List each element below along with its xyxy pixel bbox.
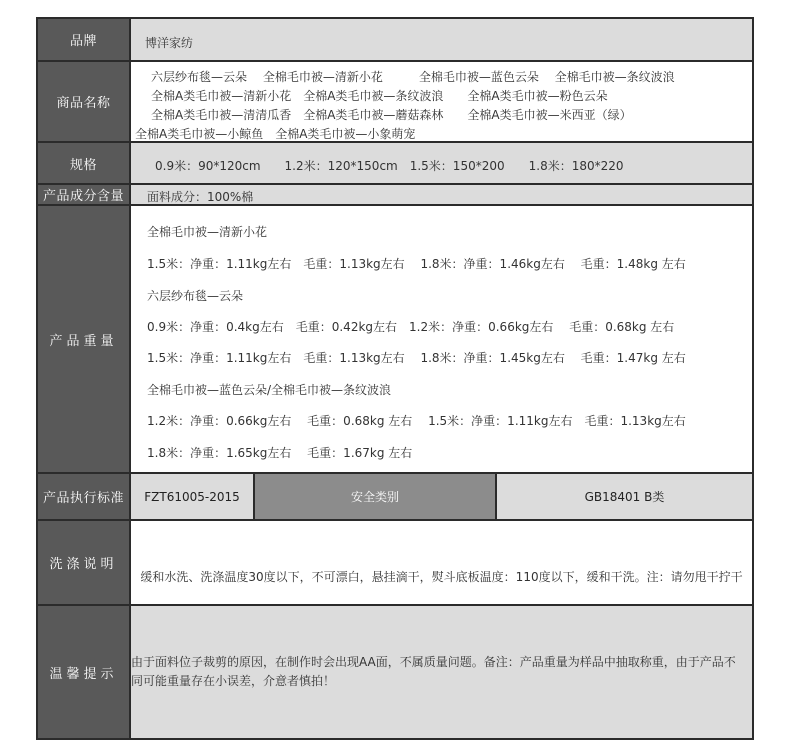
brand-value: 博洋家纺 bbox=[145, 36, 194, 50]
weight-heading: 全棉毛巾被—蓝色云朵/全棉毛巾被—条纹波浪 bbox=[147, 383, 392, 397]
product-name-line: 全棉A类毛巾被—清清瓜香 全棉A类毛巾被—蘑菇森林 全棉A类毛巾被—米西亚（绿） bbox=[151, 108, 632, 122]
safety-class-label-cell bbox=[255, 474, 497, 519]
safety-class-value: GB18401 B类 bbox=[584, 490, 665, 504]
reminder-text: 由于面料位子裁剪的原因，在制作时会出现AA面，不属质量问题。备注：产品重量为样品中抽取称重，由于产品不同可能重量存在小误差，介意者慎拍！ bbox=[131, 655, 736, 688]
reminder-label: 温馨提示 bbox=[38, 606, 131, 738]
safety-class-value-cell bbox=[497, 474, 752, 519]
weight-line: 1.5米：净重：1.11kg左右 毛重：1.13kg左右 1.8米：净重：1.46kg左右 毛重：1.48kg 左右 bbox=[147, 257, 686, 271]
product-name-value-cell bbox=[131, 62, 752, 141]
standard-code-cell bbox=[131, 474, 255, 519]
standard-code: FZT61005-2015 bbox=[144, 489, 240, 504]
standard-label: 产品执行标准 bbox=[38, 474, 131, 519]
spec-value: 0.9米：90*120cm 1.2米：120*150cm 1.5米：150*200 1.8米：180*220 bbox=[155, 159, 624, 173]
product-name-label: 商品名称 bbox=[38, 62, 131, 141]
standard-row bbox=[38, 474, 752, 521]
washing-value-cell bbox=[131, 521, 752, 604]
reminder-row bbox=[38, 606, 752, 738]
product-name-line: 全棉A类毛巾被—清新小花 全棉A类毛巾被—条纹波浪 全棉A类毛巾被—粉色云朵 bbox=[151, 89, 608, 103]
spec-row bbox=[38, 143, 752, 185]
washing-row bbox=[38, 521, 752, 606]
product-name-line: 全棉A类毛巾被—小鲸鱼 全棉A类毛巾被—小象萌宠 bbox=[135, 127, 416, 141]
composition-value: 面料成分：100%棉 bbox=[147, 190, 254, 204]
product-info-table bbox=[36, 17, 754, 740]
brand-row bbox=[38, 19, 752, 62]
product-name-row bbox=[38, 62, 752, 143]
composition-value-cell bbox=[131, 185, 752, 204]
weight-label: 产品重量 bbox=[38, 206, 131, 472]
weight-value-cell bbox=[131, 206, 752, 472]
spec-value-cell bbox=[131, 143, 752, 183]
product-name-line: 六层纱布毯—云朵 全棉毛巾被—清新小花 全棉毛巾被—蓝色云朵 全棉毛巾被—条纹波浪 bbox=[151, 70, 675, 84]
brand-value-cell bbox=[131, 19, 752, 60]
weight-line: 1.5米：净重：1.11kg左右 毛重：1.13kg左右 1.8米：净重：1.45kg左右 毛重：1.47kg 左右 bbox=[147, 351, 686, 365]
spec-label: 规格 bbox=[38, 143, 131, 183]
washing-label: 洗涤说明 bbox=[38, 521, 131, 604]
composition-row bbox=[38, 185, 752, 206]
washing-text: 缓和水洗、洗涤温度30度以下，不可漂白，悬挂滴干，熨斗底板温度：110度以下，缓和干洗。注：请勿甩干拧干 bbox=[140, 570, 743, 584]
reminder-value-cell bbox=[131, 606, 752, 738]
weight-line: 1.2米：净重：0.66kg左右 毛重：0.68kg 左右 1.5米：净重：1.11kg左右 毛重：1.13kg左右 bbox=[147, 414, 686, 428]
composition-label: 产品成分含量 bbox=[38, 185, 131, 204]
brand-label: 品牌 bbox=[38, 19, 131, 60]
safety-class-label: 安全类别 bbox=[350, 490, 399, 504]
weight-heading: 六层纱布毯—云朵 bbox=[147, 289, 244, 303]
weight-row bbox=[38, 206, 752, 474]
weight-heading: 全棉毛巾被—清新小花 bbox=[147, 225, 268, 239]
weight-line: 0.9米：净重：0.4kg左右 毛重：0.42kg左右 1.2米：净重：0.66kg左右 毛重：0.68kg 左右 bbox=[147, 320, 675, 334]
weight-line: 1.8米：净重：1.65kg左右 毛重：1.67kg 左右 bbox=[147, 446, 413, 460]
